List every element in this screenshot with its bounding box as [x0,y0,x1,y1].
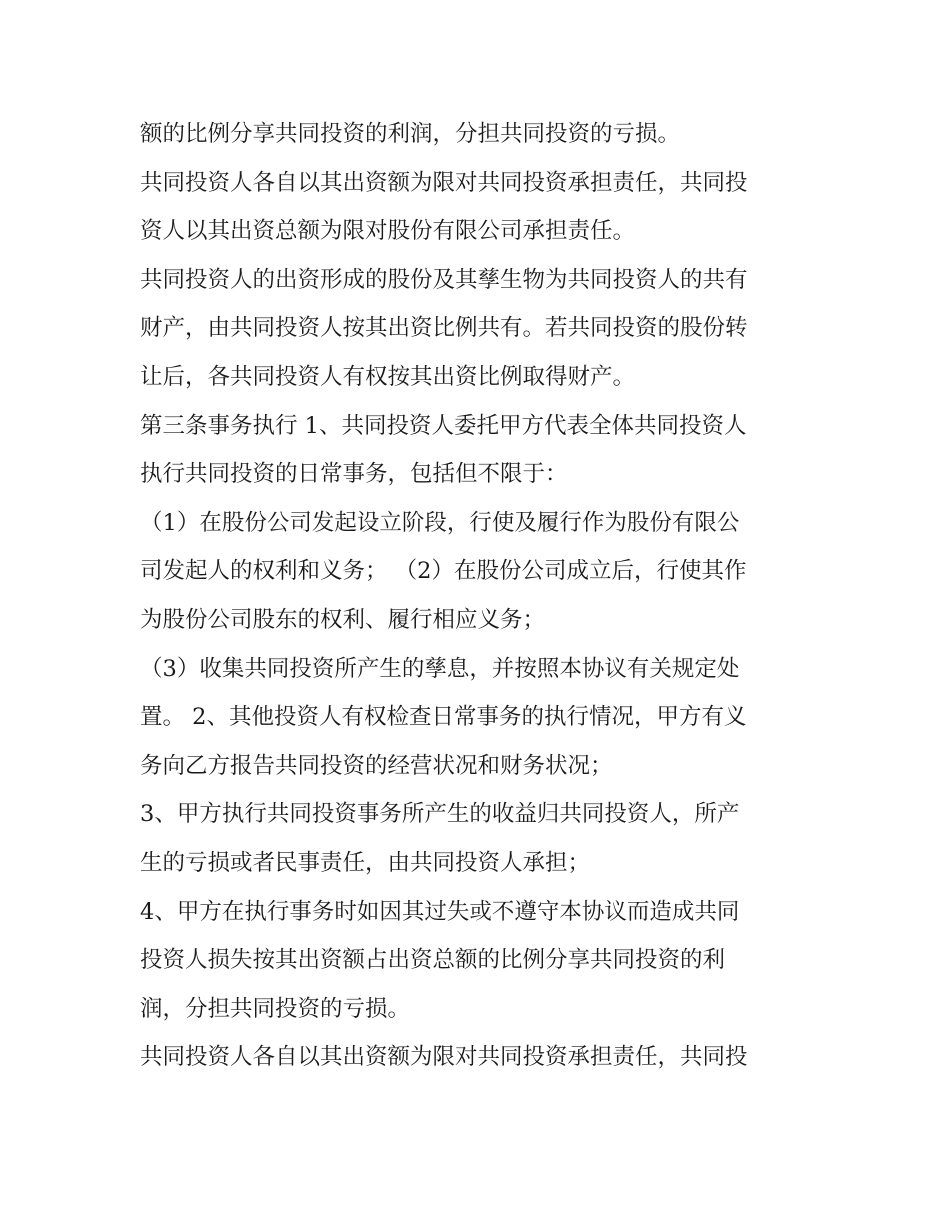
text-line: 共同投资人各自以其出资额为限对共同投资承担责任，共同投 [140,1044,748,1071]
text-line: 共同投资人各自以其出资额为限对共同投资承担责任，共同投 [140,169,748,196]
text-line: 资人以其出资总额为限对股份有限公司承担责任。 [140,218,636,245]
text-line: 投资人损失按其出资额占出资总额的比例分享共同投资的利 [140,947,726,974]
text-line: 3、甲方执行共同投资事务所产生的收益归共同投资人，所产 [140,801,740,828]
text-line: 财产，由共同投资人按其出资比例共有。若共同投资的股份转 [140,315,748,342]
text-line: 4、甲方在执行事务时如因其过失或不遵守本协议而造成共同 [140,898,740,925]
text-line: 执行共同投资的日常事务，包括但不限于： [140,461,568,488]
text-line: 额的比例分享共同投资的利润，分担共同投资的亏损。 [140,121,681,147]
text-line: （3）收集共同投资所产生的孳息，并按照本协议有关规定处 [140,655,740,682]
text-line: 置。 2、其他投资人有权检查日常事务的执行情况，甲方有义 [140,704,747,731]
document-body-text [140,110,820,1082]
text-line: 为股份公司股东的权利、履行相应义务； [140,606,546,633]
text-line: 第三条事务执行 1、共同投资人委托甲方代表全体共同投资人 [140,412,747,439]
text-line: 润，分担共同投资的亏损。 [140,995,411,1022]
text-line: 务向乙方报告共同投资的经营状况和财务状况； [140,752,613,779]
text-line: （1）在股份公司发起设立阶段，行使及履行作为股份有限公 [140,509,740,536]
text-line: 让后，各共同投资人有权按其出资比例取得财产。 [140,363,636,390]
text-line: 共同投资人的出资形成的股份及其孳生物为共同投资人的共有 [140,266,748,293]
text-line: 生的亏损或者民事责任，由共同投资人承担； [140,849,591,876]
text-line: 司发起人的权利和义务； （2）在股份公司成立后，行使其作 [140,558,747,585]
